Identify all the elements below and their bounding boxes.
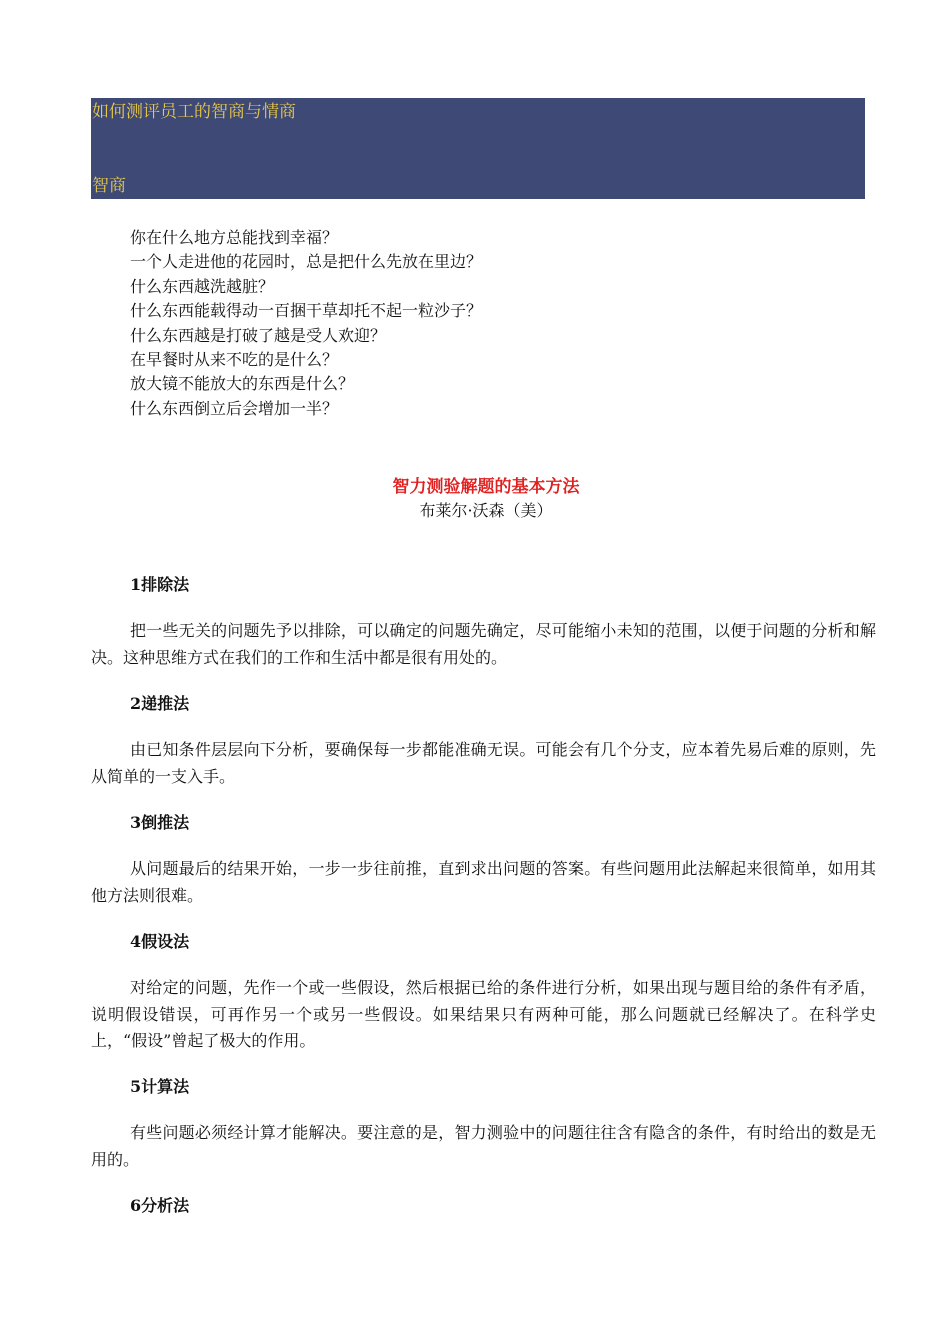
section-body: 有些问题必须经计算才能解决。要注意的是，智力测验中的问题往往含有隐含的条件，有时给出的数是无用的。 bbox=[91, 1123, 876, 1169]
section-body: 把一些无关的问题先予以排除，可以确定的问题先确定，尽可能缩小未知的范围，以便于问题的分析和解决。这种思维方式在我们的工作和生活中都是很有用处的。 bbox=[91, 621, 876, 667]
article-author: 布莱尔·沃森（美） bbox=[419, 501, 553, 520]
banner-subtitle: 智商 bbox=[92, 176, 126, 196]
section-heading: 5计算法 bbox=[130, 1077, 190, 1096]
banner-title: 如何测评员工的智商与情商 bbox=[92, 102, 296, 122]
riddle-item: 一个人走进他的花园时，总是把什么先放在里边？ bbox=[130, 252, 483, 272]
section-heading: 4假设法 bbox=[130, 932, 190, 951]
page-banner bbox=[91, 98, 865, 199]
riddle-item: 什么东西能载得动一百捆干草却托不起一粒沙子？ bbox=[130, 301, 483, 321]
section-heading: 2递推法 bbox=[130, 694, 190, 713]
article-title: 智力测验解题的基本方法 bbox=[392, 477, 580, 497]
riddle-item: 什么东西越洗越脏？ bbox=[130, 276, 275, 296]
section-heading: 6分析法 bbox=[130, 1196, 190, 1215]
section-heading: 1排除法 bbox=[130, 575, 190, 594]
riddle-item: 什么东西越是打破了越是受人欢迎？ bbox=[130, 325, 387, 345]
section-body: 对给定的问题，先作一个或一些假设，然后根据已给的条件进行分析，如果出现与题目给的条件有矛盾，说明假设错误，可再作另一个或另一些假设。如果结果只有两种可能，那么问题就已经解决了。在科学史上，“假设”曾起了极大的作用。 bbox=[91, 978, 876, 1050]
riddle-item: 你在什么地方总能找到幸福？ bbox=[130, 228, 339, 247]
riddle-item: 在早餐时从来不吃的是什么？ bbox=[130, 350, 339, 370]
section-body: 由已知条件层层向下分析，要确保每一步都能准确无误。可能会有几个分支，应本着先易后难的原则，先从简单的一支入手。 bbox=[91, 740, 876, 786]
riddle-list bbox=[130, 226, 830, 421]
riddle-item: 放大镜不能放大的东西是什么？ bbox=[130, 374, 355, 394]
riddle-item: 什么东西倒立后会增加一半？ bbox=[130, 398, 339, 418]
section-body: 从问题最后的结果开始，一步一步往前推，直到求出问题的答案。有些问题用此法解起来很简单，如用其他方法则很难。 bbox=[91, 859, 876, 905]
section-heading: 3倒推法 bbox=[130, 813, 190, 832]
